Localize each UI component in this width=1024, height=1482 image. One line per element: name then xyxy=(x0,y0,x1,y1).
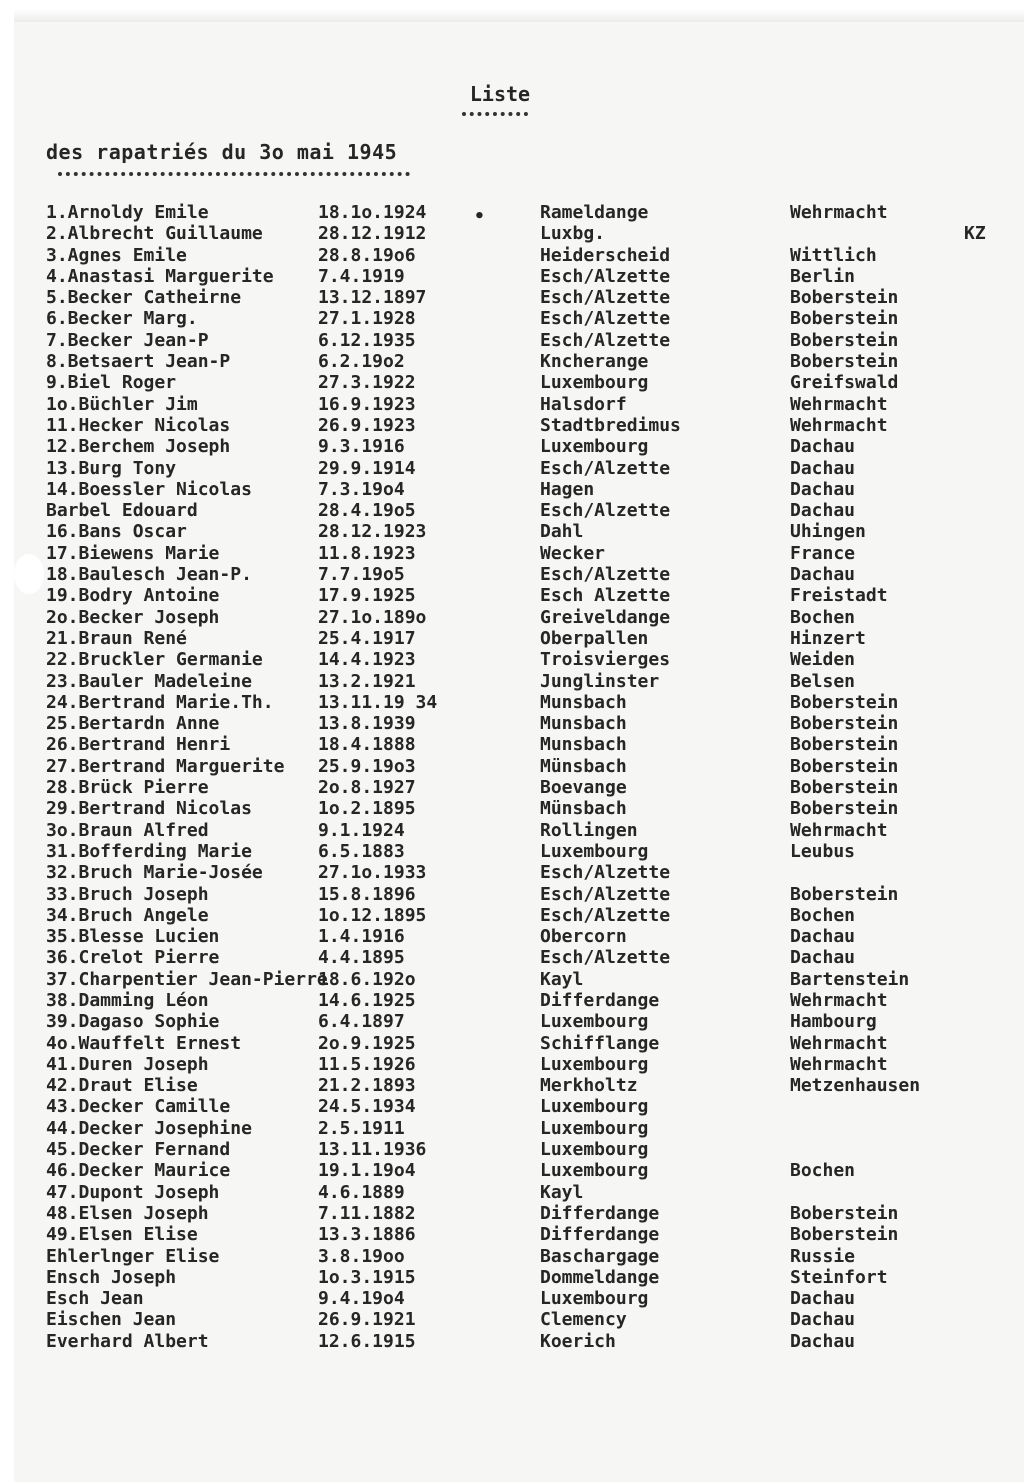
person-name: Esch Jean xyxy=(46,1288,144,1310)
return-from: Uhingen xyxy=(790,521,866,543)
home-town: Luxembourg xyxy=(540,1139,649,1161)
home-town: Münsbach xyxy=(540,755,627,777)
scan-border-top xyxy=(12,0,1024,22)
list-item xyxy=(0,372,1024,393)
person-name: 48.Elsen Joseph xyxy=(46,1202,209,1224)
home-town: Esch/Alzette xyxy=(540,862,671,884)
home-town: Luxembourg xyxy=(540,1160,649,1182)
birth-date: 2.5.1911 xyxy=(318,1117,405,1139)
home-town: Koerich xyxy=(540,1330,616,1352)
home-town: Münsbach xyxy=(540,798,627,820)
list-item xyxy=(0,543,1024,564)
person-name: 22.Bruckler Germanie xyxy=(46,649,263,671)
return-from: Boberstein xyxy=(790,798,899,820)
list-item xyxy=(0,1160,1024,1181)
person-name: 8.Betsaert Jean-P xyxy=(46,351,231,373)
return-from: Dachau xyxy=(790,1309,856,1331)
list-item xyxy=(0,1139,1024,1160)
person-name: 16.Bans Oscar xyxy=(46,521,187,543)
list-item xyxy=(0,1331,1024,1352)
list-item xyxy=(0,713,1024,734)
birth-date: 6.12.1935 xyxy=(318,329,416,351)
list-item xyxy=(0,671,1024,692)
return-from: Dachau xyxy=(790,500,856,522)
return-from: Boberstein xyxy=(790,777,899,799)
return-from: Dachau xyxy=(790,947,856,969)
return-from: Wittlich xyxy=(790,244,877,266)
return-from: Wehrmacht xyxy=(790,1053,888,1075)
home-town: Kncherange xyxy=(540,351,649,373)
birth-date: 4.6.1889 xyxy=(318,1181,405,1203)
person-name: 35.Blesse Lucien xyxy=(46,926,220,948)
list-item xyxy=(0,1203,1024,1224)
birth-date: 18.6.192o xyxy=(318,968,416,990)
return-from: Wehrmacht xyxy=(790,1032,888,1054)
list-item xyxy=(0,820,1024,841)
home-town: Boevange xyxy=(540,777,627,799)
home-town: Luxembourg xyxy=(540,1096,649,1118)
person-name: Barbel Edouard xyxy=(46,500,198,522)
home-town: Esch Alzette xyxy=(540,585,671,607)
person-name: 47.Dupont Joseph xyxy=(46,1181,220,1203)
home-town: Clemency xyxy=(540,1309,627,1331)
home-town: Esch/Alzette xyxy=(540,265,671,287)
person-name: 43.Decker Camille xyxy=(46,1096,231,1118)
person-name: 38.Damming Léon xyxy=(46,989,209,1011)
return-from: Wehrmacht xyxy=(790,414,888,436)
return-from: Weiden xyxy=(790,649,856,671)
person-name: 27.Bertrand Marguerite xyxy=(46,755,285,777)
home-town: Baschargage xyxy=(540,1245,660,1267)
birth-date: 2o.9.1925 xyxy=(318,1032,416,1054)
list-item xyxy=(0,1096,1024,1117)
person-name: 9.Biel Roger xyxy=(46,372,177,394)
list-item xyxy=(0,756,1024,777)
list-item xyxy=(0,287,1024,308)
birth-date: 26.9.1923 xyxy=(318,414,416,436)
birth-date: 9.4.19o4 xyxy=(318,1288,405,1310)
birth-date: 18.1o.1924 xyxy=(318,202,427,223)
list-item xyxy=(0,1246,1024,1267)
list-item xyxy=(0,1288,1024,1309)
home-town: Differdange xyxy=(540,1202,660,1224)
birth-date: 28.12.1912 xyxy=(318,223,427,245)
person-name: 49.Elsen Elise xyxy=(46,1224,198,1246)
return-from: Boberstein xyxy=(790,1202,899,1224)
person-name: 4o.Wauffelt Ernest xyxy=(46,1032,242,1054)
return-from: Russie xyxy=(790,1245,856,1267)
list-item xyxy=(0,777,1024,798)
person-name: 21.Braun René xyxy=(46,627,187,649)
list-item xyxy=(0,841,1024,862)
person-name: 44.Decker Josephine xyxy=(46,1117,252,1139)
list-item xyxy=(0,500,1024,521)
home-town: Merkholtz xyxy=(540,1075,638,1097)
person-name: 17.Biewens Marie xyxy=(46,542,220,564)
home-town: Dahl xyxy=(540,521,584,543)
birth-date: 28.12.1923 xyxy=(318,521,427,543)
person-name: 19.Bodry Antoine xyxy=(46,585,220,607)
birth-date: 7.4.1919 xyxy=(318,265,405,287)
person-name: 2.Albrecht Guillaume xyxy=(46,223,263,245)
list-item xyxy=(0,436,1024,457)
birth-date: 1o.2.1895 xyxy=(318,798,416,820)
birth-date: 12.6.1915 xyxy=(318,1330,416,1352)
person-name: Eischen Jean xyxy=(46,1309,177,1331)
birth-date: 11.5.1926 xyxy=(318,1053,416,1075)
person-name: 31.Bofferding Marie xyxy=(46,840,252,862)
person-name: 34.Bruch Angele xyxy=(46,904,209,926)
person-name: 36.Crelot Pierre xyxy=(46,947,220,969)
birth-date: 13.11.1936 xyxy=(318,1139,427,1161)
person-name: 12.Berchem Joseph xyxy=(46,436,231,458)
home-town: Esch/Alzette xyxy=(540,883,671,905)
return-from: Wehrmacht xyxy=(790,819,888,841)
list-item xyxy=(0,1011,1024,1032)
home-town: Greiveldange xyxy=(540,606,671,628)
person-name: 18.Baulesch Jean-P. xyxy=(46,564,252,586)
home-town: Munsbach xyxy=(540,734,627,756)
home-town: Esch/Alzette xyxy=(540,947,671,969)
home-town: Junglinster xyxy=(540,670,660,692)
list-item xyxy=(0,458,1024,479)
person-name: 3.Agnes Emile xyxy=(46,244,187,266)
page-title: Liste xyxy=(469,82,531,106)
list-item xyxy=(0,223,1024,244)
home-town: Oberpallen xyxy=(540,627,649,649)
list-item xyxy=(0,1224,1024,1245)
page-subtitle: des rapatriés du 3o mai 1945 xyxy=(46,140,398,164)
return-from: Bochen xyxy=(790,904,856,926)
return-from: Boberstein xyxy=(790,1224,899,1246)
birth-date: 17.9.1925 xyxy=(318,585,416,607)
home-town: Esch/Alzette xyxy=(540,287,671,309)
return-from: Bochen xyxy=(790,606,856,628)
person-name: 11.Hecker Nicolas xyxy=(46,414,231,436)
birth-date: 1.4.1916 xyxy=(318,926,405,948)
birth-date: 13.11.19 34 xyxy=(318,691,438,713)
home-town: Differdange xyxy=(540,989,660,1011)
return-from: Dachau xyxy=(790,564,856,586)
subtitle-underline xyxy=(58,172,410,176)
birth-date: 18.4.1888 xyxy=(318,734,416,756)
return-from: Dachau xyxy=(790,436,856,458)
birth-date: 27.1o.189o xyxy=(318,606,427,628)
return-from: Dachau xyxy=(790,478,856,500)
person-name: 6.Becker Marg. xyxy=(46,308,198,330)
person-name: 26.Bertrand Henri xyxy=(46,734,231,756)
person-name: 39.Dagaso Sophie xyxy=(46,1011,220,1033)
person-name: 46.Decker Maurice xyxy=(46,1160,231,1182)
birth-date: 29.9.1914 xyxy=(318,457,416,479)
list-item xyxy=(0,947,1024,968)
return-from: France xyxy=(790,542,856,564)
person-name: 23.Bauler Madeleine xyxy=(46,670,252,692)
person-name: Ensch Joseph xyxy=(46,1266,177,1288)
person-name: 3o.Braun Alfred xyxy=(46,819,209,841)
list-item xyxy=(0,1267,1024,1288)
birth-date: 27.1.1928 xyxy=(318,308,416,330)
return-from: Boberstein xyxy=(790,329,899,351)
person-name: 13.Burg Tony xyxy=(46,457,177,479)
home-town: Kayl xyxy=(540,1181,584,1203)
return-from: Boberstein xyxy=(790,755,899,777)
home-town: Luxembourg xyxy=(540,436,649,458)
note: KZ xyxy=(964,223,986,245)
birth-date: 7.3.19o4 xyxy=(318,478,405,500)
return-from: Steinfort xyxy=(790,1266,888,1288)
birth-date: 13.2.1921 xyxy=(318,670,416,692)
list-item xyxy=(0,1054,1024,1075)
return-from: Berlin xyxy=(790,265,856,287)
birth-date: 11.8.1923 xyxy=(318,542,416,564)
return-from: Dachau xyxy=(790,1330,856,1352)
list-item xyxy=(0,1309,1024,1330)
home-town: Esch/Alzette xyxy=(540,457,671,479)
home-town: Schifflange xyxy=(540,1032,660,1054)
return-from: Boberstein xyxy=(790,287,899,309)
list-item xyxy=(0,245,1024,266)
list-item xyxy=(0,308,1024,329)
birth-date: 14.4.1923 xyxy=(318,649,416,671)
person-name: 24.Bertrand Marie.Th. xyxy=(46,691,274,713)
list-item xyxy=(0,330,1024,351)
list-item xyxy=(0,415,1024,436)
birth-date: 7.11.1882 xyxy=(318,1202,416,1224)
list-item xyxy=(0,202,1024,223)
birth-date: 1o.12.1895 xyxy=(318,904,427,926)
home-town: Troisvierges xyxy=(540,649,671,671)
birth-date: 15.8.1896 xyxy=(318,883,416,905)
list-item xyxy=(0,969,1024,990)
list-item xyxy=(0,585,1024,606)
return-from: Leubus xyxy=(790,840,856,862)
return-from: Metzenhausen xyxy=(790,1075,921,1097)
list-item xyxy=(0,1118,1024,1139)
list-item xyxy=(0,1182,1024,1203)
birth-date: 6.5.1883 xyxy=(318,840,405,862)
home-town: Wecker xyxy=(540,542,606,564)
list-item xyxy=(0,692,1024,713)
return-from: Dachau xyxy=(790,457,856,479)
return-from: Belsen xyxy=(790,670,856,692)
list-item xyxy=(0,351,1024,372)
home-town: Esch/Alzette xyxy=(540,329,671,351)
home-town: Esch/Alzette xyxy=(540,500,671,522)
list-item xyxy=(0,649,1024,670)
home-town: Differdange xyxy=(540,1224,660,1246)
list-item xyxy=(0,607,1024,628)
home-town: Munsbach xyxy=(540,713,627,735)
birth-date: 4.4.1895 xyxy=(318,947,405,969)
return-from: Boberstein xyxy=(790,691,899,713)
return-from: Boberstein xyxy=(790,308,899,330)
birth-date: 27.3.1922 xyxy=(318,372,416,394)
birth-date: 28.8.19o6 xyxy=(318,244,416,266)
home-town: Luxembourg xyxy=(540,1011,649,1033)
return-from: Dachau xyxy=(790,1288,856,1310)
home-town: Hagen xyxy=(540,478,595,500)
home-town: Esch/Alzette xyxy=(540,564,671,586)
birth-date: 25.9.19o3 xyxy=(318,755,416,777)
list-item xyxy=(0,926,1024,947)
home-town: Dommeldange xyxy=(540,1266,660,1288)
home-town: Heiderscheid xyxy=(540,244,671,266)
birth-date: 9.1.1924 xyxy=(318,819,405,841)
home-town: Munsbach xyxy=(540,691,627,713)
repatriate-list xyxy=(0,202,1024,1352)
list-item xyxy=(0,521,1024,542)
person-name: 4.Anastasi Marguerite xyxy=(46,265,274,287)
birth-date: 9.3.1916 xyxy=(318,436,405,458)
return-from: Freistadt xyxy=(790,585,888,607)
list-item xyxy=(0,734,1024,755)
birth-date: 24.5.1934 xyxy=(318,1096,416,1118)
birth-date: 28.4.19o5 xyxy=(318,500,416,522)
home-town: Stadtbredimus xyxy=(540,414,681,436)
birth-date: 13.8.1939 xyxy=(318,713,416,735)
return-from: Boberstein xyxy=(790,734,899,756)
home-town: Luxembourg xyxy=(540,840,649,862)
list-item xyxy=(0,564,1024,585)
list-item xyxy=(0,990,1024,1011)
home-town: Esch/Alzette xyxy=(540,308,671,330)
person-name: 29.Bertrand Nicolas xyxy=(46,798,252,820)
list-item xyxy=(0,628,1024,649)
person-name: 2o.Becker Joseph xyxy=(46,606,220,628)
birth-date: 6.2.19o2 xyxy=(318,351,405,373)
tick-mark: • xyxy=(474,206,485,227)
return-from: Wehrmacht xyxy=(790,393,888,415)
home-town: Luxembourg xyxy=(540,1288,649,1310)
home-town: Obercorn xyxy=(540,926,627,948)
home-town: Halsdorf xyxy=(540,393,627,415)
home-town: Luxembourg xyxy=(540,372,649,394)
birth-date: 3.8.19oo xyxy=(318,1245,405,1267)
list-item xyxy=(0,394,1024,415)
person-name: 45.Decker Fernand xyxy=(46,1139,231,1161)
person-name: 7.Becker Jean-P xyxy=(46,329,209,351)
list-item xyxy=(0,1033,1024,1054)
home-town: Kayl xyxy=(540,968,584,990)
list-item xyxy=(0,266,1024,287)
person-name: 14.Boessler Nicolas xyxy=(46,478,252,500)
home-town: Luxembourg xyxy=(540,1117,649,1139)
title-underline xyxy=(462,112,528,116)
return-from: Wehrmacht xyxy=(790,989,888,1011)
person-name: Everhard Albert xyxy=(46,1330,209,1352)
return-from: Boberstein xyxy=(790,351,899,373)
birth-date: 13.12.1897 xyxy=(318,287,427,309)
list-item xyxy=(0,884,1024,905)
birth-date: 21.2.1893 xyxy=(318,1075,416,1097)
return-from: Greifswald xyxy=(790,372,899,394)
person-name: Ehlerlnger Elise xyxy=(46,1245,220,1267)
birth-date: 14.6.1925 xyxy=(318,989,416,1011)
return-from: Hambourg xyxy=(790,1011,877,1033)
list-item xyxy=(0,479,1024,500)
return-from: Boberstein xyxy=(790,883,899,905)
home-town: Rollingen xyxy=(540,819,638,841)
person-name: 37.Charpentier Jean-Pierre xyxy=(46,968,328,990)
birth-date: 13.3.1886 xyxy=(318,1224,416,1246)
list-item xyxy=(0,1075,1024,1096)
birth-date: 1o.3.1915 xyxy=(318,1266,416,1288)
birth-date: 26.9.1921 xyxy=(318,1309,416,1331)
birth-date: 19.1.19o4 xyxy=(318,1160,416,1182)
home-town: Luxbg. xyxy=(540,223,606,245)
person-name: 28.Brück Pierre xyxy=(46,777,209,799)
return-from: Wehrmacht xyxy=(790,202,888,223)
person-name: 41.Duren Joseph xyxy=(46,1053,209,1075)
person-name: 5.Becker Catheirne xyxy=(46,287,242,309)
list-item xyxy=(0,862,1024,883)
list-item xyxy=(0,798,1024,819)
return-from: Bochen xyxy=(790,1160,856,1182)
home-town: Luxembourg xyxy=(540,1053,649,1075)
person-name: 32.Bruch Marie-Josée xyxy=(46,862,263,884)
list-item xyxy=(0,905,1024,926)
birth-date: 27.1o.1933 xyxy=(318,862,427,884)
birth-date: 6.4.1897 xyxy=(318,1011,405,1033)
return-from: Dachau xyxy=(790,926,856,948)
home-town: Esch/Alzette xyxy=(540,904,671,926)
return-from: Boberstein xyxy=(790,713,899,735)
home-town: Rameldange xyxy=(540,202,649,223)
return-from: Bartenstein xyxy=(790,968,910,990)
birth-date: 2o.8.1927 xyxy=(318,777,416,799)
person-name: 1o.Büchler Jim xyxy=(46,393,198,415)
return-from: Hinzert xyxy=(790,627,866,649)
birth-date: 16.9.1923 xyxy=(318,393,416,415)
person-name: 25.Bertardn Anne xyxy=(46,713,220,735)
birth-date: 7.7.19o5 xyxy=(318,564,405,586)
person-name: 1.Arnoldy Emile xyxy=(46,202,209,223)
person-name: 42.Draut Elise xyxy=(46,1075,198,1097)
person-name: 33.Bruch Joseph xyxy=(46,883,209,905)
birth-date: 25.4.1917 xyxy=(318,627,416,649)
